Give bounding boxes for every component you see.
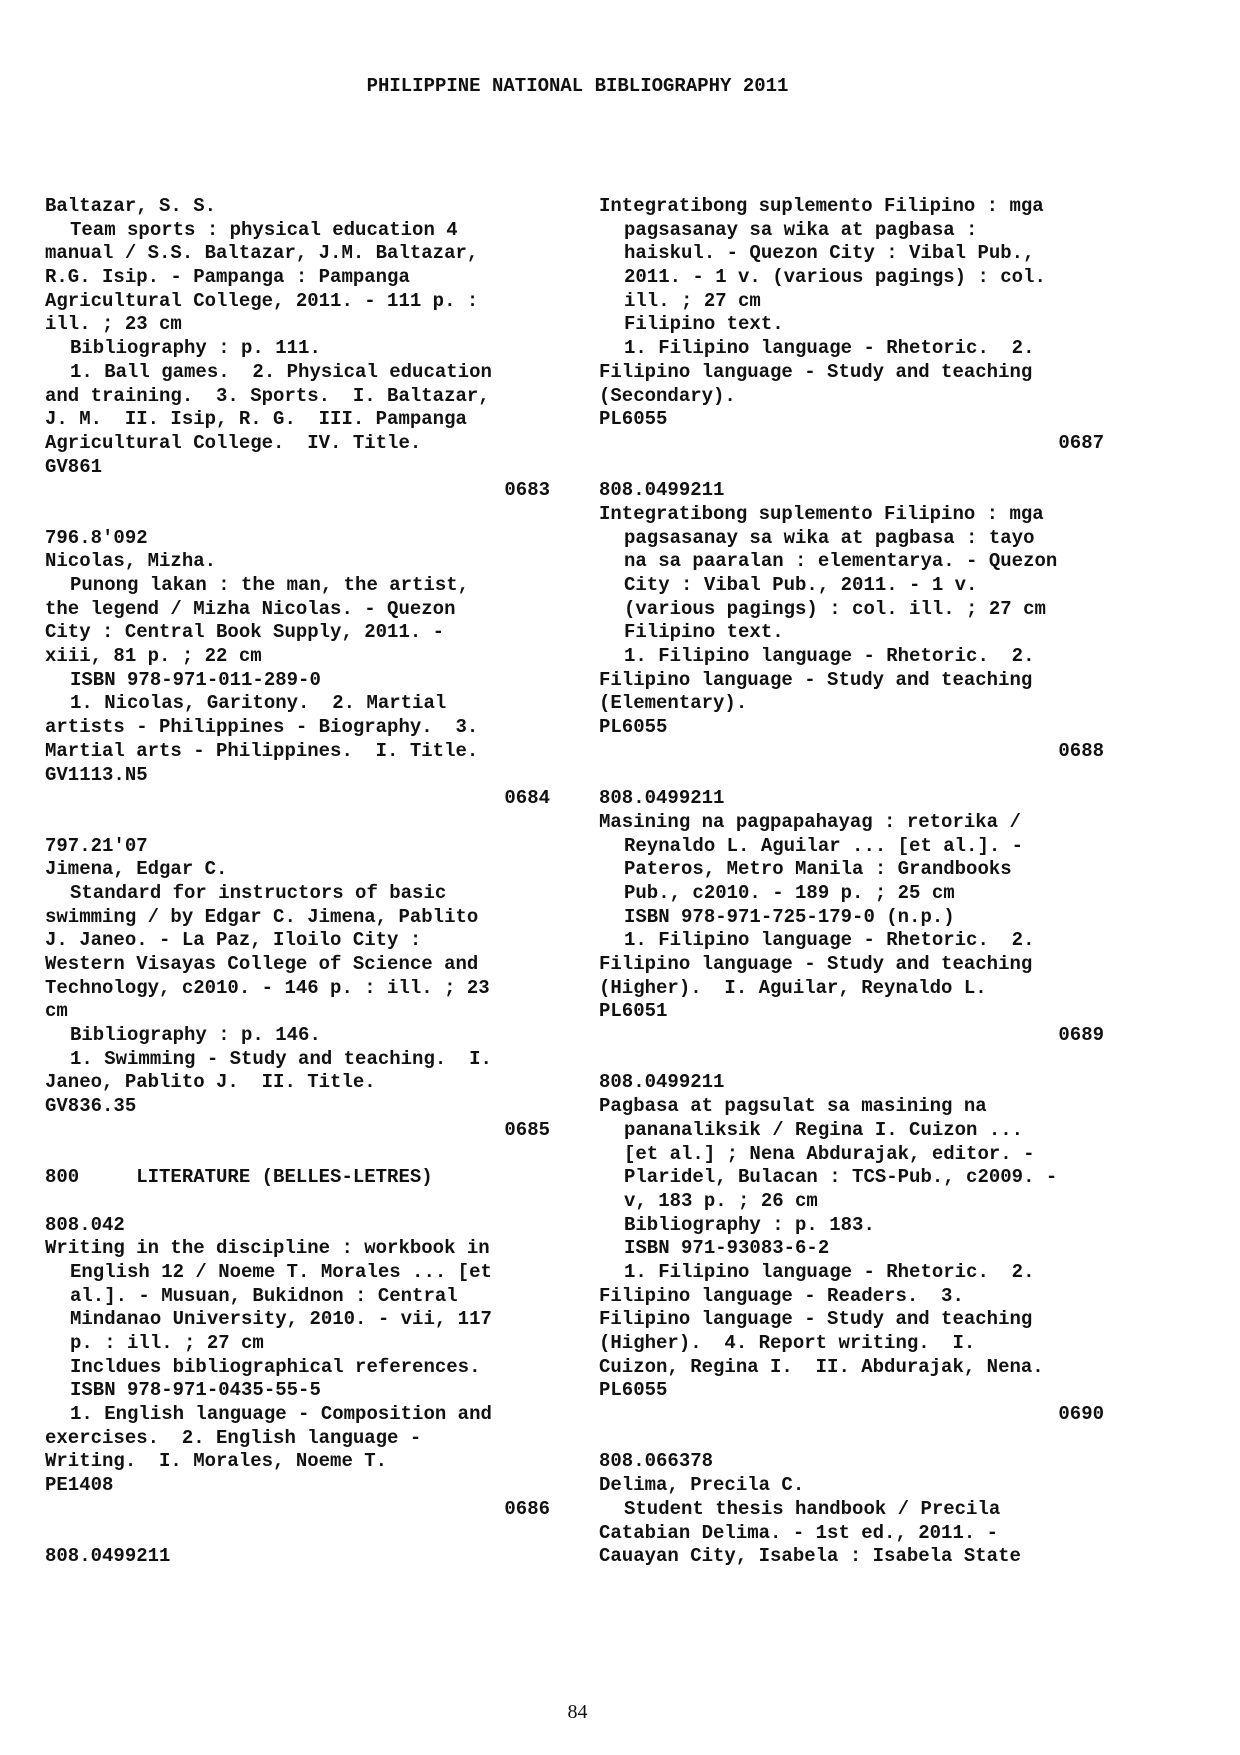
entry-number: 0687 (1058, 431, 1104, 454)
text-line: Filipino text. (624, 313, 784, 336)
entry-number: 0689 (1058, 1024, 1104, 1047)
text-line: Writing in the discipline : workbook in (45, 1237, 490, 1260)
text-line: J. M. II. Isip, R. G. III. Pampanga (45, 408, 467, 431)
text-line: ISBN 978-971-0435-55-5 (70, 1379, 321, 1402)
text-line: Masining na pagpapahayag : retorika / (599, 810, 1021, 833)
text-line: Bibliography : p. 183. (624, 1213, 875, 1236)
text-line: 808.0499211 (599, 787, 725, 810)
text-line: Filipino language - Study and teaching (599, 360, 1033, 383)
text-line: J. Janeo. - La Paz, Iloilo City : (45, 929, 422, 952)
text-line: Agricultural College. IV. Title. (45, 431, 422, 454)
text-line: PL6055 (599, 1379, 668, 1402)
text-line: Integratibong suplemento Filipino : mga (599, 195, 1044, 217)
text-line (45, 1190, 550, 1214)
text-line: 1. Filipino language - Rhetoric. 2. (624, 1260, 1035, 1283)
text-line: xiii, 81 p. ; 22 cm (45, 645, 262, 668)
text-line: City : Central Book Supply, 2011. - (45, 621, 445, 644)
text-line: Baltazar, S. S. (45, 195, 217, 217)
text-line: [et al.] ; Nena Abdurajak, editor. - (624, 1142, 1035, 1165)
text-line: ill. ; 27 cm (624, 289, 761, 312)
text-line: 1. Filipino language - Rhetoric. 2. (624, 929, 1035, 952)
text-line: (Higher). 4. Report writing. I. (599, 1332, 976, 1354)
text-line: Student thesis handbook / Precila (624, 1497, 1001, 1520)
text-line: Bibliography : p. 111. (70, 337, 321, 360)
text-line: Bibliography : p. 146. (70, 1024, 321, 1047)
text-line (45, 811, 550, 835)
text-line: City : Vibal Pub., 2011. - 1 v. (624, 574, 978, 596)
text-line: 1. Swimming - Study and teaching. I. (70, 1047, 492, 1070)
text-line: PL6055 (599, 408, 668, 431)
text-line: 808.0499211 (599, 479, 725, 502)
text-line: English 12 / Noeme T. Morales ... [et (70, 1260, 492, 1283)
text-line: Pub., c2010. - 189 p. ; 25 cm (624, 881, 955, 904)
page-number: 84 (567, 1701, 588, 1723)
text-line (599, 1427, 1104, 1451)
text-line: 797.21'07 (45, 834, 148, 857)
text-line: Cauayan City, Isabela : Isabela State (599, 1545, 1021, 1568)
text-line: v, 183 p. ; 26 cm (624, 1189, 818, 1212)
text-line (45, 1143, 550, 1167)
entry-number: 0690 (1058, 1403, 1104, 1426)
text-line: 800 LITERATURE (BELLES-LETRES) (45, 1166, 433, 1189)
text-line: Filipino language - Study and teaching (599, 953, 1033, 975)
text-line: Delima, Precila C. (599, 1474, 805, 1497)
text-line: swimming / by Edgar C. Jimena, Pablito (45, 905, 479, 928)
text-line: pagsasanay sa wika at pagbasa : tayo (624, 526, 1035, 549)
text-line: Agricultural College, 2011. - 111 p. : (45, 289, 479, 312)
text-line: the legend / Mizha Nicolas. - Quezon (45, 597, 456, 620)
text-line: p. : ill. ; 27 cm (70, 1332, 264, 1354)
text-line: cm (45, 1000, 68, 1023)
text-line: ISBN 971-93083-6-2 (624, 1237, 830, 1260)
text-line: 808.066378 (599, 1450, 714, 1473)
text-line: Mindanao University, 2010. - vii, 117 (70, 1308, 492, 1331)
text-line: GV861 (45, 455, 103, 478)
text-line: Integratibong suplemento Filipino : mga (599, 502, 1044, 525)
right-column (599, 195, 1104, 1569)
text-line (599, 1048, 1104, 1072)
text-line: pagsasanay sa wika at pagbasa : (624, 218, 978, 241)
text-line: PE1408 (45, 1474, 114, 1497)
text-line: Writing. I. Morales, Noeme T. (45, 1450, 388, 1473)
text-line: 1. Ball games. 2. Physical education (70, 360, 492, 383)
page-header-title: PHILIPPINE NATIONAL BIBLIOGRAPHY 2011 (366, 75, 789, 97)
text-line: (Higher). I. Aguilar, Reynaldo L. (599, 976, 987, 999)
entry-number: 0688 (1058, 739, 1104, 762)
text-line (599, 764, 1104, 788)
text-line: PL6055 (599, 716, 668, 739)
text-line: Reynaldo L. Aguilar ... [et al.]. - (624, 834, 1024, 857)
text-line: exercises. 2. English language - (45, 1426, 422, 1449)
text-line: 1. Filipino language - Rhetoric. 2. (624, 337, 1035, 360)
text-line: Martial arts - Philippines. I. Title. (45, 739, 479, 762)
text-line: PL6051 (599, 1000, 668, 1023)
entry-number: 0686 (504, 1497, 550, 1520)
text-line: Plaridel, Bulacan : TCS-Pub., c2009. - (624, 1166, 1058, 1189)
text-line: al.]. - Musuan, Bukidnon : Central (70, 1284, 458, 1307)
text-line: ISBN 978-971-011-289-0 (70, 668, 321, 691)
text-line: Filipino language - Study and teaching (599, 1308, 1033, 1331)
text-line (599, 456, 1104, 480)
text-line (45, 1522, 550, 1546)
text-line: Standard for instructors of basic (70, 881, 447, 904)
text-line: ISBN 978-971-725-179-0 (n.p.) (624, 905, 955, 928)
text-line: 1. Filipino language - Rhetoric. 2. (624, 645, 1035, 668)
text-line: Filipino language - Readers. 3. (599, 1284, 964, 1307)
text-line: artists - Philippines - Biography. 3. (45, 716, 479, 739)
text-line: na sa paaralan : elementarya. - Quezon (624, 550, 1058, 573)
text-line: Jimena, Edgar C. (45, 858, 228, 881)
text-line: ill. ; 23 cm (45, 313, 182, 336)
text-line: 1. English language - Composition and (70, 1403, 492, 1426)
text-line: and training. 3. Sports. I. Baltazar, (45, 384, 490, 407)
text-line: (various pagings) : col. ill. ; 27 cm (624, 597, 1046, 620)
text-line: 2011. - 1 v. (various pagings) : col. (624, 266, 1046, 289)
text-line: 1. Nicolas, Garitony. 2. Martial (70, 692, 447, 715)
text-line: R.G. Isip. - Pampanga : Pampanga (45, 266, 410, 289)
text-line: GV836.35 (45, 1095, 137, 1118)
text-line: 808.0499211 (45, 1545, 171, 1568)
text-line: Catabian Delima. - 1st ed., 2011. - (599, 1521, 999, 1544)
left-column (45, 195, 550, 1569)
text-line: Filipino language - Study and teaching (599, 668, 1033, 691)
text-line: Pagbasa at pagsulat sa masining na (599, 1095, 987, 1118)
text-line: Nicolas, Mizha. (45, 550, 217, 573)
text-line: Team sports : physical education 4 (70, 218, 458, 241)
text-line: manual / S.S. Baltazar, J.M. Baltazar, (45, 242, 479, 265)
text-line: 808.042 (45, 1213, 125, 1236)
text-line: (Elementary). (599, 692, 748, 715)
text-line: GV1113.N5 (45, 763, 148, 786)
text-line: haiskul. - Quezon City : Vibal Pub., (624, 242, 1035, 265)
text-line: Pateros, Metro Manila : Grandbooks (624, 858, 1012, 881)
entry-number: 0683 (504, 479, 550, 502)
text-line: (Secondary). (599, 384, 736, 407)
text-line: pananaliksik / Regina I. Cuizon ... (624, 1118, 1024, 1141)
text-line: Western Visayas College of Science and (45, 953, 479, 975)
text-line (45, 503, 550, 527)
text-line: Cuizon, Regina I. II. Abdurajak, Nena. (599, 1355, 1044, 1378)
text-line: 808.0499211 (599, 1071, 725, 1094)
text-line: Punong lakan : the man, the artist, (70, 574, 470, 596)
text-line: 796.8'092 (45, 526, 148, 549)
text-line: Filipino text. (624, 621, 784, 644)
text-line: Technology, c2010. - 146 p. : ill. ; 23 (45, 976, 490, 999)
entry-number: 0685 (504, 1118, 550, 1141)
text-line: Janeo, Pablito J. II. Title. (45, 1071, 376, 1094)
text-line: Incldues bibliographical references. (70, 1355, 481, 1378)
entry-number: 0684 (504, 787, 550, 810)
